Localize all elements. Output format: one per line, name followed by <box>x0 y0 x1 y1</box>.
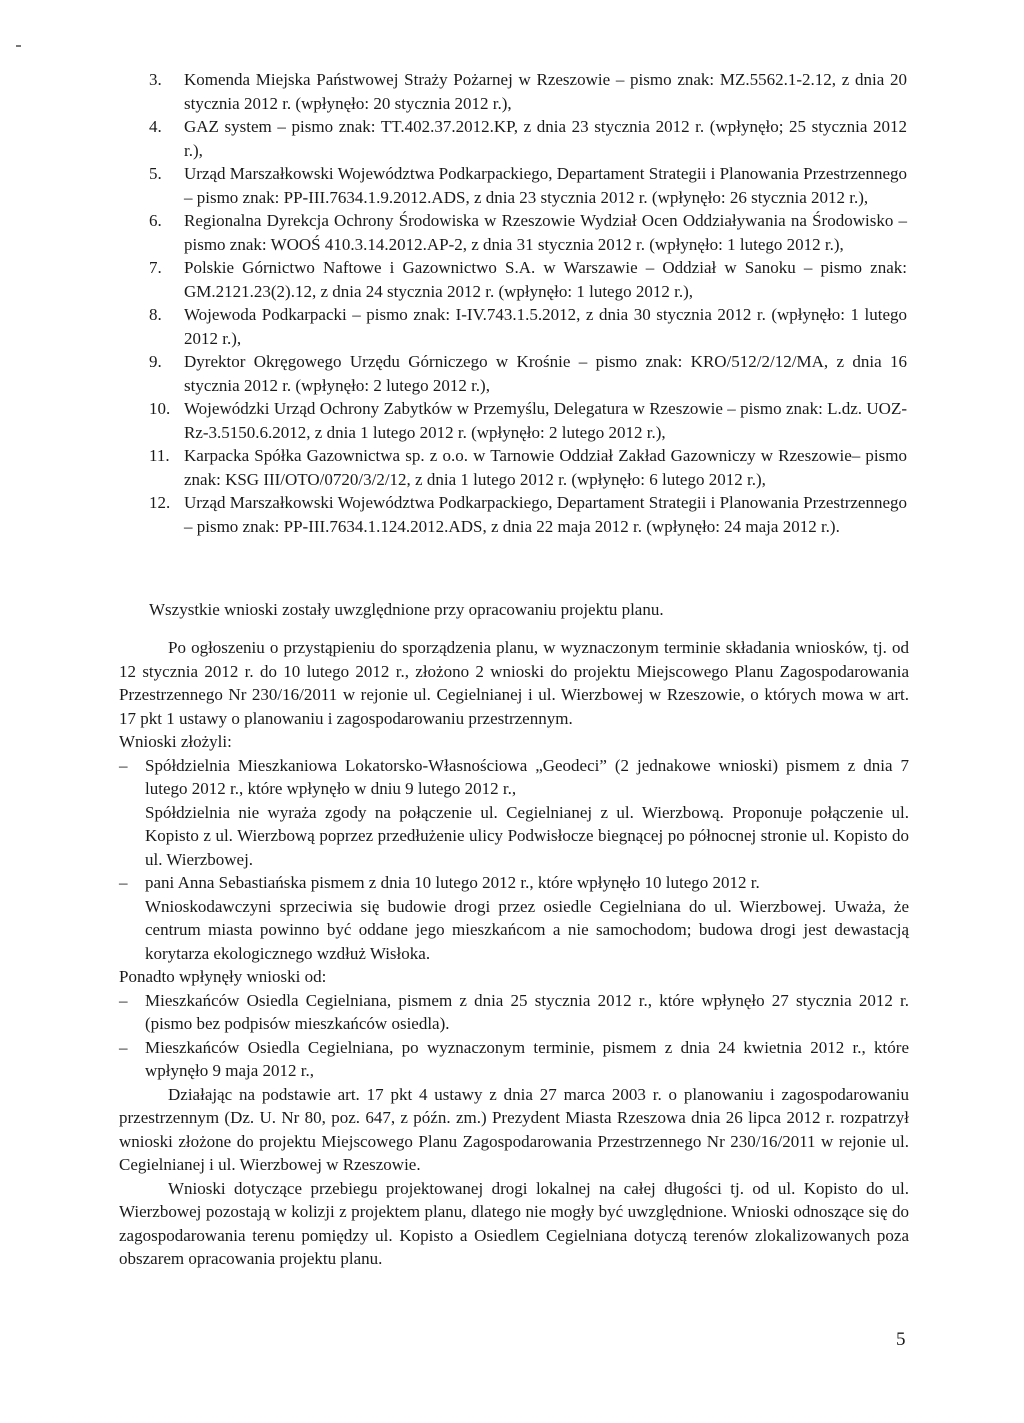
item-text: Regionalna Dyrekcja Ochrony Środowiska w Rzeszowie Wydział Ocen Oddziaływania na Środowisko – pismo znak: WOOŚ 410.3.14.2012.AP-2, z dnia 31 stycznia 2012 r. (wpłynęło: 1 lutego 2012 r.), <box>184 211 907 254</box>
paragraph-conclusion: Wnioski dotyczące przebiegu projektowanej drogi lokalnej na całej długości tj. od ul. Kopisto do ul. Wierzbowej pozostają w kolizji z projektem planu, dlatego nie mogły być uwzględnione. Wnioski odnoszące się do zagospodarowania terenu pomiędzy ul. Kopisto a Osiedlem Cegielniana dotyczą terenów zlokalizowanych poza obszarem opracowania projektu planu. <box>119 1178 909 1268</box>
list-item <box>149 350 907 397</box>
applicants-heading: Wnioski złożyli: <box>119 732 232 751</box>
list-item <box>149 397 907 444</box>
paragraph-deadline: Po ogłoszeniu o przystąpieniu do sporządzenia planu, w wyznaczonym terminie składania wniosków, tj. od 12 stycznia 2012 r. do 10 lutego 2012 r., złożono 2 wnioski do projektu Miejscowego Planu Zagospodarowania Przestrzennego Nr 230/16/2011 w rejonie ul. Cegielnianej i ul. Wierzbowej w Rzeszowie, o których mowa w art. 17 pkt 1 ustawy o planowaniu i zagospodarowaniu przestrzennym. <box>119 638 909 728</box>
list-item <box>149 256 907 303</box>
item-number: 6. <box>149 211 162 230</box>
other-text: Mieszkańców Osiedla Cegielniana, po wyznaczonym terminie, pismem z dnia 24 kwietnia 2012 r., które wpłynęło 9 maja 2012 r., <box>145 1037 909 1080</box>
applicant-text: pani Anna Sebastiańska pismem z dnia 10 lutego 2012 r., które wpłynęło 10 lutego 2012 r. <box>145 873 760 892</box>
list-item <box>149 162 907 209</box>
other-heading: Ponadto wpłynęły wnioski od: <box>119 967 327 986</box>
item-number: 11. <box>149 446 170 465</box>
paragraph-decision: Działając na podstawie art. 17 pkt 4 ustawy z dnia 27 marca 2003 r. o planowaniu i zagospodarowaniu przestrzennym (Dz. U. Nr 80, poz. 647, z późn. zm.) Prezydent Miasta Rzeszowa dnia 26 lipca 2012 r. rozpatrzył wnioski złożone do projektu Miejscowego Planu Zagospodarowania Przestrzennego Nr 230/16/2011 w rejonie ul. Cegielnianej i ul. Wierzbowej w Rzeszowie. <box>119 1084 909 1174</box>
item-number: 9. <box>149 352 162 371</box>
dash-bullet: – <box>119 990 128 1010</box>
applicant-note: Wnioskodawczyni sprzeciwia się budowie drogi przez osiedle Cegielniana do ul. Wierzbowej. Uważa, że centrum miasta powinno być oddane jego mieszkańcom a nie samochodom; budowa drogi jest dewastacją korytarza ekologicznego wzdłuż Wisłoka. <box>145 896 909 963</box>
other-item <box>119 989 909 1036</box>
item-number: 8. <box>149 305 162 324</box>
item-text: GAZ system – pismo znak: TT.402.37.2012.KP, z dnia 23 stycznia 2012 r. (wpłynęło; 25 stycznia 2012 r.), <box>184 117 907 160</box>
item-number: 10. <box>149 399 171 418</box>
item-number: 7. <box>149 258 162 277</box>
item-text: Komenda Miejska Państwowej Straży Pożarnej w Rzeszowie – pismo znak: MZ.5562.1-2.12, z dnia 20 stycznia 2012 r. (wpłynęło: 20 stycznia 2012 r.), <box>184 70 907 113</box>
applicant-item <box>119 871 909 965</box>
item-number: 4. <box>149 117 162 136</box>
list-item <box>149 491 907 538</box>
applicant-text: Spółdzielnia Mieszkaniowa Lokatorsko-Własnościowa „Geodeci” (2 jednakowe wnioski) pismem z dnia 7 lutego 2012 r., które wpłynęło w dniu 9 lutego 2012 r., <box>145 755 909 798</box>
applicant-note: Spółdzielnia nie wyraża zgody na połączenie ul. Cegielnianej z ul. Wierzbową. Proponuje połączenie ul. Kopisto z ul. Wierzbową poprzez przedłużenie ulicy Podwisłocze biegnącej po północnej stronie ul. Kopisto do ul. Wierzbowej. <box>145 802 909 869</box>
page-number: 5 <box>896 1329 906 1350</box>
item-text: Dyrektor Okręgowego Urzędu Górniczego w Krośnie – pismo znak: KRO/512/2/12/MA, z dnia 16 stycznia 2012 r. (wpłynęło: 2 lutego 2012 r.), <box>184 352 907 395</box>
list-item <box>149 303 907 350</box>
item-text: Karpacka Spółka Gazownictwa sp. z o.o. w Tarnowie Oddział Zakład Gazowniczy w Rzeszowie– pismo znak: KSG III/OTO/0720/3/2/12, z dnia 1 lutego 2012 r. (wpłynęło: 6 lutego 2012 r.), <box>184 446 907 489</box>
scan-mark <box>16 45 21 47</box>
other-text: Mieszkańców Osiedla Cegielniana, pismem z dnia 25 stycznia 2012 r., które wpłynęło 27 stycznia 2012 r.(pismo bez podpisów mieszkańców osiedla). <box>145 990 909 1033</box>
main-text <box>119 636 909 1271</box>
list-item <box>149 209 907 256</box>
item-text: Wojewoda Podkarpacki – pismo znak: I-IV.743.1.5.2012, z dnia 30 stycznia 2012 r. (wpłynęło: 1 lutego 2012 r.), <box>184 305 907 348</box>
item-text: Polskie Górnictwo Naftowe i Gazownictwo S.A. w Warszawie – Oddział w Sanoku – pismo znak: GM.2121.23(2).12, z dnia 24 stycznia 2012 r. (wpłynęło: 1 lutego 2012 r.), <box>184 258 907 301</box>
dash-bullet: – <box>119 1037 128 1057</box>
dash-bullet: – <box>119 755 128 775</box>
item-number: 12. <box>149 493 171 512</box>
item-text: Urząd Marszałkowski Województwa Podkarpackiego, Departament Strategii i Planowania Przestrzennego – pismo znak: PP-III.7634.1.124.2012.ADS, z dnia 22 maja 2012 r. (wpłynęło: 24 maja 2012 r.). <box>184 493 907 536</box>
applicant-item <box>119 754 909 872</box>
dash-bullet: – <box>119 873 128 892</box>
item-text: Urząd Marszałkowski Województwa Podkarpackiego, Departament Strategii i Planowania Przestrzennego – pismo znak: PP-III.7634.1.9.2012.ADS, z dnia 23 stycznia 2012 r. (wpłynęło: 26 stycznia 2012 r.), <box>184 164 907 207</box>
list-item <box>149 68 907 115</box>
item-text: Wojewódzki Urząd Ochrony Zabytków w Przemyślu, Delegatura w Rzeszowie – pismo znak: L.dz. UOZ-Rz-3.5150.6.2012, z dnia 1 lutego 2012 r. (wpłynęło: 2 lutego 2012 r.), <box>184 399 907 442</box>
summary-sentence: Wszystkie wnioski zostały uwzględnione przy opracowaniu projektu planu. <box>149 600 664 619</box>
list-item <box>149 444 907 491</box>
list-item <box>149 115 907 162</box>
item-number: 3. <box>149 70 162 89</box>
submissions-list <box>149 68 907 538</box>
other-item <box>119 1036 909 1083</box>
item-number: 5. <box>149 164 162 183</box>
